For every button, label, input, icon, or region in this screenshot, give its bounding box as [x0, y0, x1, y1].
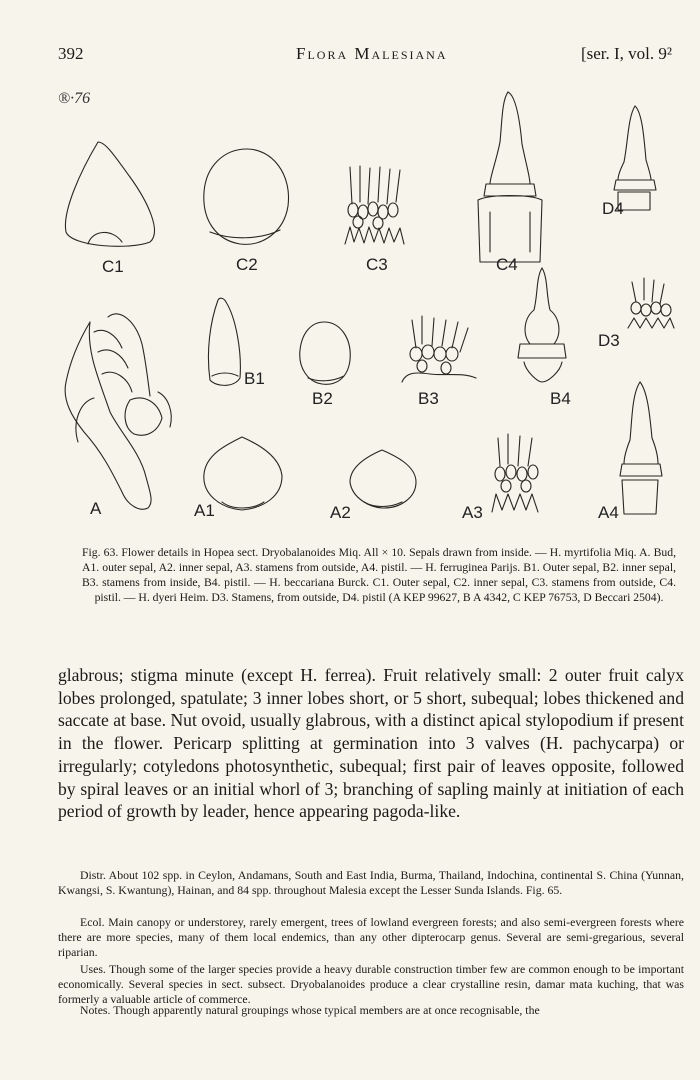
label-D3: D3: [598, 331, 620, 350]
label-A: A: [90, 499, 102, 518]
drawing-B3-stamens: [402, 316, 476, 382]
label-C1: C1: [102, 257, 124, 276]
label-B1: B1: [244, 369, 265, 388]
drawing-B1-outer-sepal: [208, 298, 240, 385]
label-D4: D4: [602, 199, 624, 218]
page-header: [58, 44, 672, 68]
drawing-A2-inner-sepal: [350, 450, 416, 508]
drawing-D3-stamens: [628, 278, 674, 328]
drawing-C4-pistil: [478, 92, 542, 262]
section-ecology: Ecol. Main canopy or understorey, rarely emergent, trees of lowland evergreen forests; and also semi-evergreen forests where there are more species, many of them local endemics, than any other dipterocarp genus. Several are semi-gregarious, several riparian.: [58, 915, 684, 960]
drawing-B4-pistil: [518, 268, 566, 382]
body-paragraph: glabrous; stigma minute (except H. ferrea). Fruit relatively small: 2 outer fruit calyx lobes prolonged, spatulate; 3 inner lobes short, or 5 short, subequal; lobes thickened and saccate at base. Nut ovoid, usually glabrous, with a distinct apical stylopodium if present in the flower. Pericarp splitting at germination into 3 valves (H. pachycarpa) or irregularly; cotyledons photosynthetic, subequal; first pair of leaves opposite, followed by spiral leaves or an initial whorl of 3; branching of sapling mainly at initiation of each period of growth by leader, hence appearing pagoda-like.: [58, 665, 684, 822]
drawing-C1-outer-sepal: [65, 142, 154, 246]
section-notes: Notes. Though apparently natural groupings whose typical members are at once recognisable, the: [80, 1003, 540, 1017]
label-C4: C4: [496, 255, 518, 274]
label-A4: A4: [598, 503, 619, 522]
label-B4: B4: [550, 389, 571, 408]
drawing-C3-stamens: [345, 166, 404, 244]
drawing-D4-pistil: [614, 106, 656, 210]
running-title: Flora Malesiana: [296, 44, 448, 63]
label-A2: A2: [330, 503, 351, 522]
drawing-A3-stamens: [492, 434, 538, 512]
label-A1: A1: [194, 501, 215, 520]
drawing-A1-outer-sepal: [204, 437, 282, 510]
section-distribution: Distr. About 102 spp. in Ceylon, Andamans, South and East India, Burma, Thailand, Indochina, continental S. China (Yunnan, Kwangsi, S. Kwantung), Hainan, and 84 spp. throughout Malesia except the Lesser Sunda Islands. Fig. 65.: [58, 868, 684, 898]
drawing-A-bud: [65, 314, 171, 509]
label-B2: B2: [312, 389, 333, 408]
figure-plate: [50, 82, 690, 537]
drawing-C2-inner-sepal: [204, 149, 289, 244]
figure-caption: Fig. 63. Flower details in Hopea sect. Dryobalanoides Miq. All × 10. Sepals drawn from inside. — H. myrtifolia Miq. A. Bud, A1. outer sepal, A2. inner sepal, A3. stamens from outside, A4. pistil. — H. ferruginea Parijs. B1. Outer sepal, B2. inner sepal, B3. stamens from inside, B4. pistil. — H. beccariana Burck. C1. Outer sepal, C2. inner sepal, C3. stamens from outside, C4. pistil. — H. dyeri Heim. D3. Stamens, from outside, D4. pistil (A KEP 99627, B A 4342, C KEP 76753, D Beccari 2504).: [82, 546, 676, 604]
flower-drawings: [50, 82, 690, 537]
label-C3: C3: [366, 255, 388, 274]
drawing-B2-inner-sepal: [300, 322, 350, 384]
illustrator-stamp: ®·76: [58, 90, 91, 107]
drawing-A4-pistil: [620, 382, 662, 514]
label-B3: B3: [418, 389, 439, 408]
page-number: 392: [58, 44, 84, 63]
label-A3: A3: [462, 503, 483, 522]
series-volume: [ser. I, vol. 9²: [580, 44, 672, 63]
label-C2: C2: [236, 255, 258, 274]
section-uses: Uses. Though some of the larger species provide a heavy durable construction timber few are common enough to be important economically. Several species in sect. subsect. Dryobalanoides produce a clear crystalline resin, damar mata kuching, that was formerly a valuable article of commerce.: [58, 962, 684, 1007]
